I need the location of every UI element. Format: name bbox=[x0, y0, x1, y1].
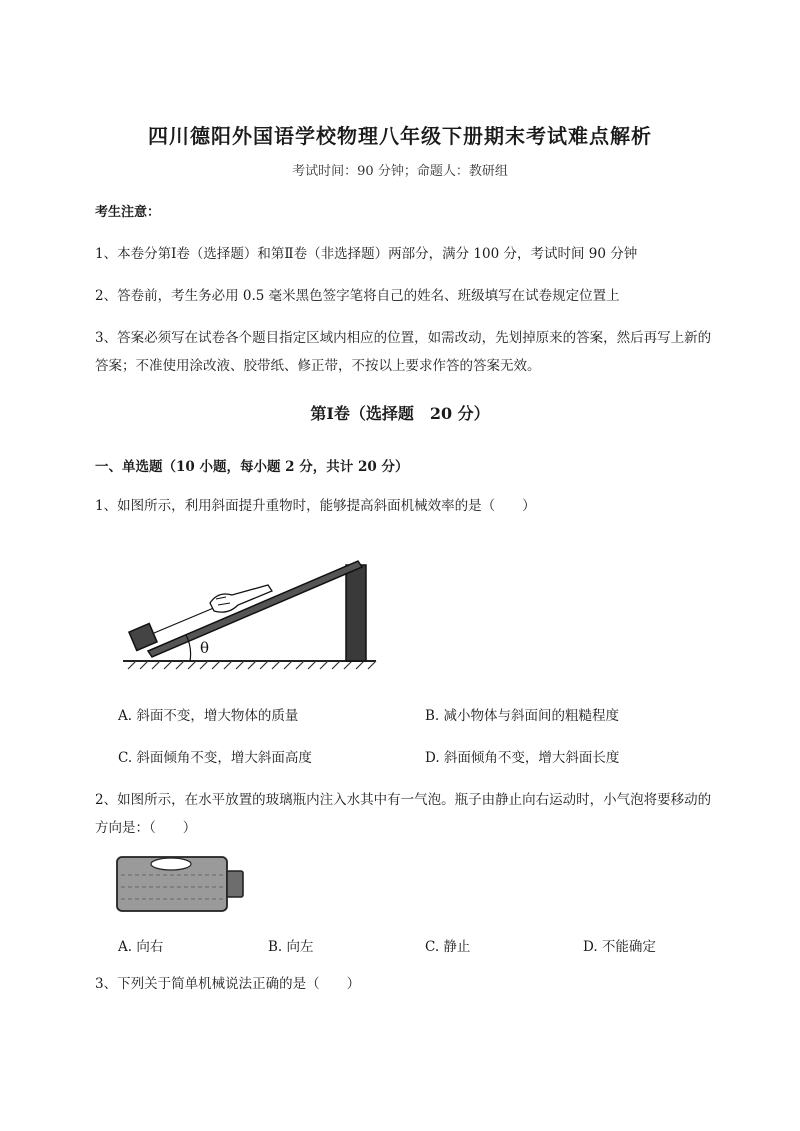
q1-option-d[interactable]: D. 斜面倾角不变，增大斜面长度 bbox=[425, 750, 620, 766]
bottle-figure bbox=[115, 855, 250, 915]
q2-option-a[interactable]: A. 向右 bbox=[118, 939, 164, 955]
air-bubble bbox=[151, 858, 191, 870]
q1-option-b[interactable]: B. 减小物体与斜面间的粗糙程度 bbox=[425, 708, 620, 724]
q2-option-c[interactable]: C. 静止 bbox=[425, 939, 471, 955]
bottle-neck bbox=[227, 871, 243, 897]
notice-item-3: 3、答案必须写在试卷各个题目指定区域内相应的位置，如需改动，先划掉原来的答案，然后再写上新的答案；不准使用涂改液、胶带纸、修正带，不按以上要求作答的答案无效。 bbox=[95, 330, 712, 374]
question-3-stem: 3、下列关于简单机械说法正确的是（ ） bbox=[95, 976, 361, 992]
q2-option-b[interactable]: B. 向左 bbox=[268, 939, 314, 955]
object-block bbox=[129, 623, 157, 650]
incline-board bbox=[148, 561, 362, 657]
q1-option-a[interactable]: A. 斜面不变，增大物体的质量 bbox=[118, 708, 299, 724]
notice-heading: 考生注意： bbox=[95, 205, 161, 220]
question-1-stem: 1、如图所示，利用斜面提升重物时，能够提高斜面机械效率的是（ ） bbox=[95, 498, 536, 514]
exam-title: 四川德阳外国语学校物理八年级下册期末考试难点解析 bbox=[148, 124, 652, 148]
section-title: 第Ⅰ卷（选择题 20 分） bbox=[310, 404, 490, 423]
part-title: 一、单选题（10 小题，每小题 2 分，共计 20 分） bbox=[95, 459, 409, 475]
question-2-stem: 2、如图所示，在水平放置的玻璃瓶内注入水其中有一气泡。瓶子由静止向右运动时，小气泡将要移动的方向是：（ ） bbox=[95, 792, 712, 836]
notice-item-2: 2、答卷前，考生务必用 0.5 毫米黑色签字笔将自己的姓名、班级填写在试卷规定位置上 bbox=[95, 288, 620, 304]
notice-item-1: 1、本卷分第Ⅰ卷（选择题）和第Ⅱ卷（非选择题）两部分，满分 100 分，考试时间 90 分钟 bbox=[95, 246, 638, 262]
angle-label: θ bbox=[200, 639, 210, 657]
support-block bbox=[346, 565, 366, 661]
q2-option-d[interactable]: D. 不能确定 bbox=[583, 939, 656, 955]
incline-figure bbox=[118, 545, 383, 675]
q1-option-c[interactable]: C. 斜面倾角不变，增大斜面高度 bbox=[118, 750, 312, 766]
exam-subtitle: 考试时间：90 分钟；命题人：教研组 bbox=[292, 164, 508, 179]
ground-hatch bbox=[128, 661, 376, 669]
